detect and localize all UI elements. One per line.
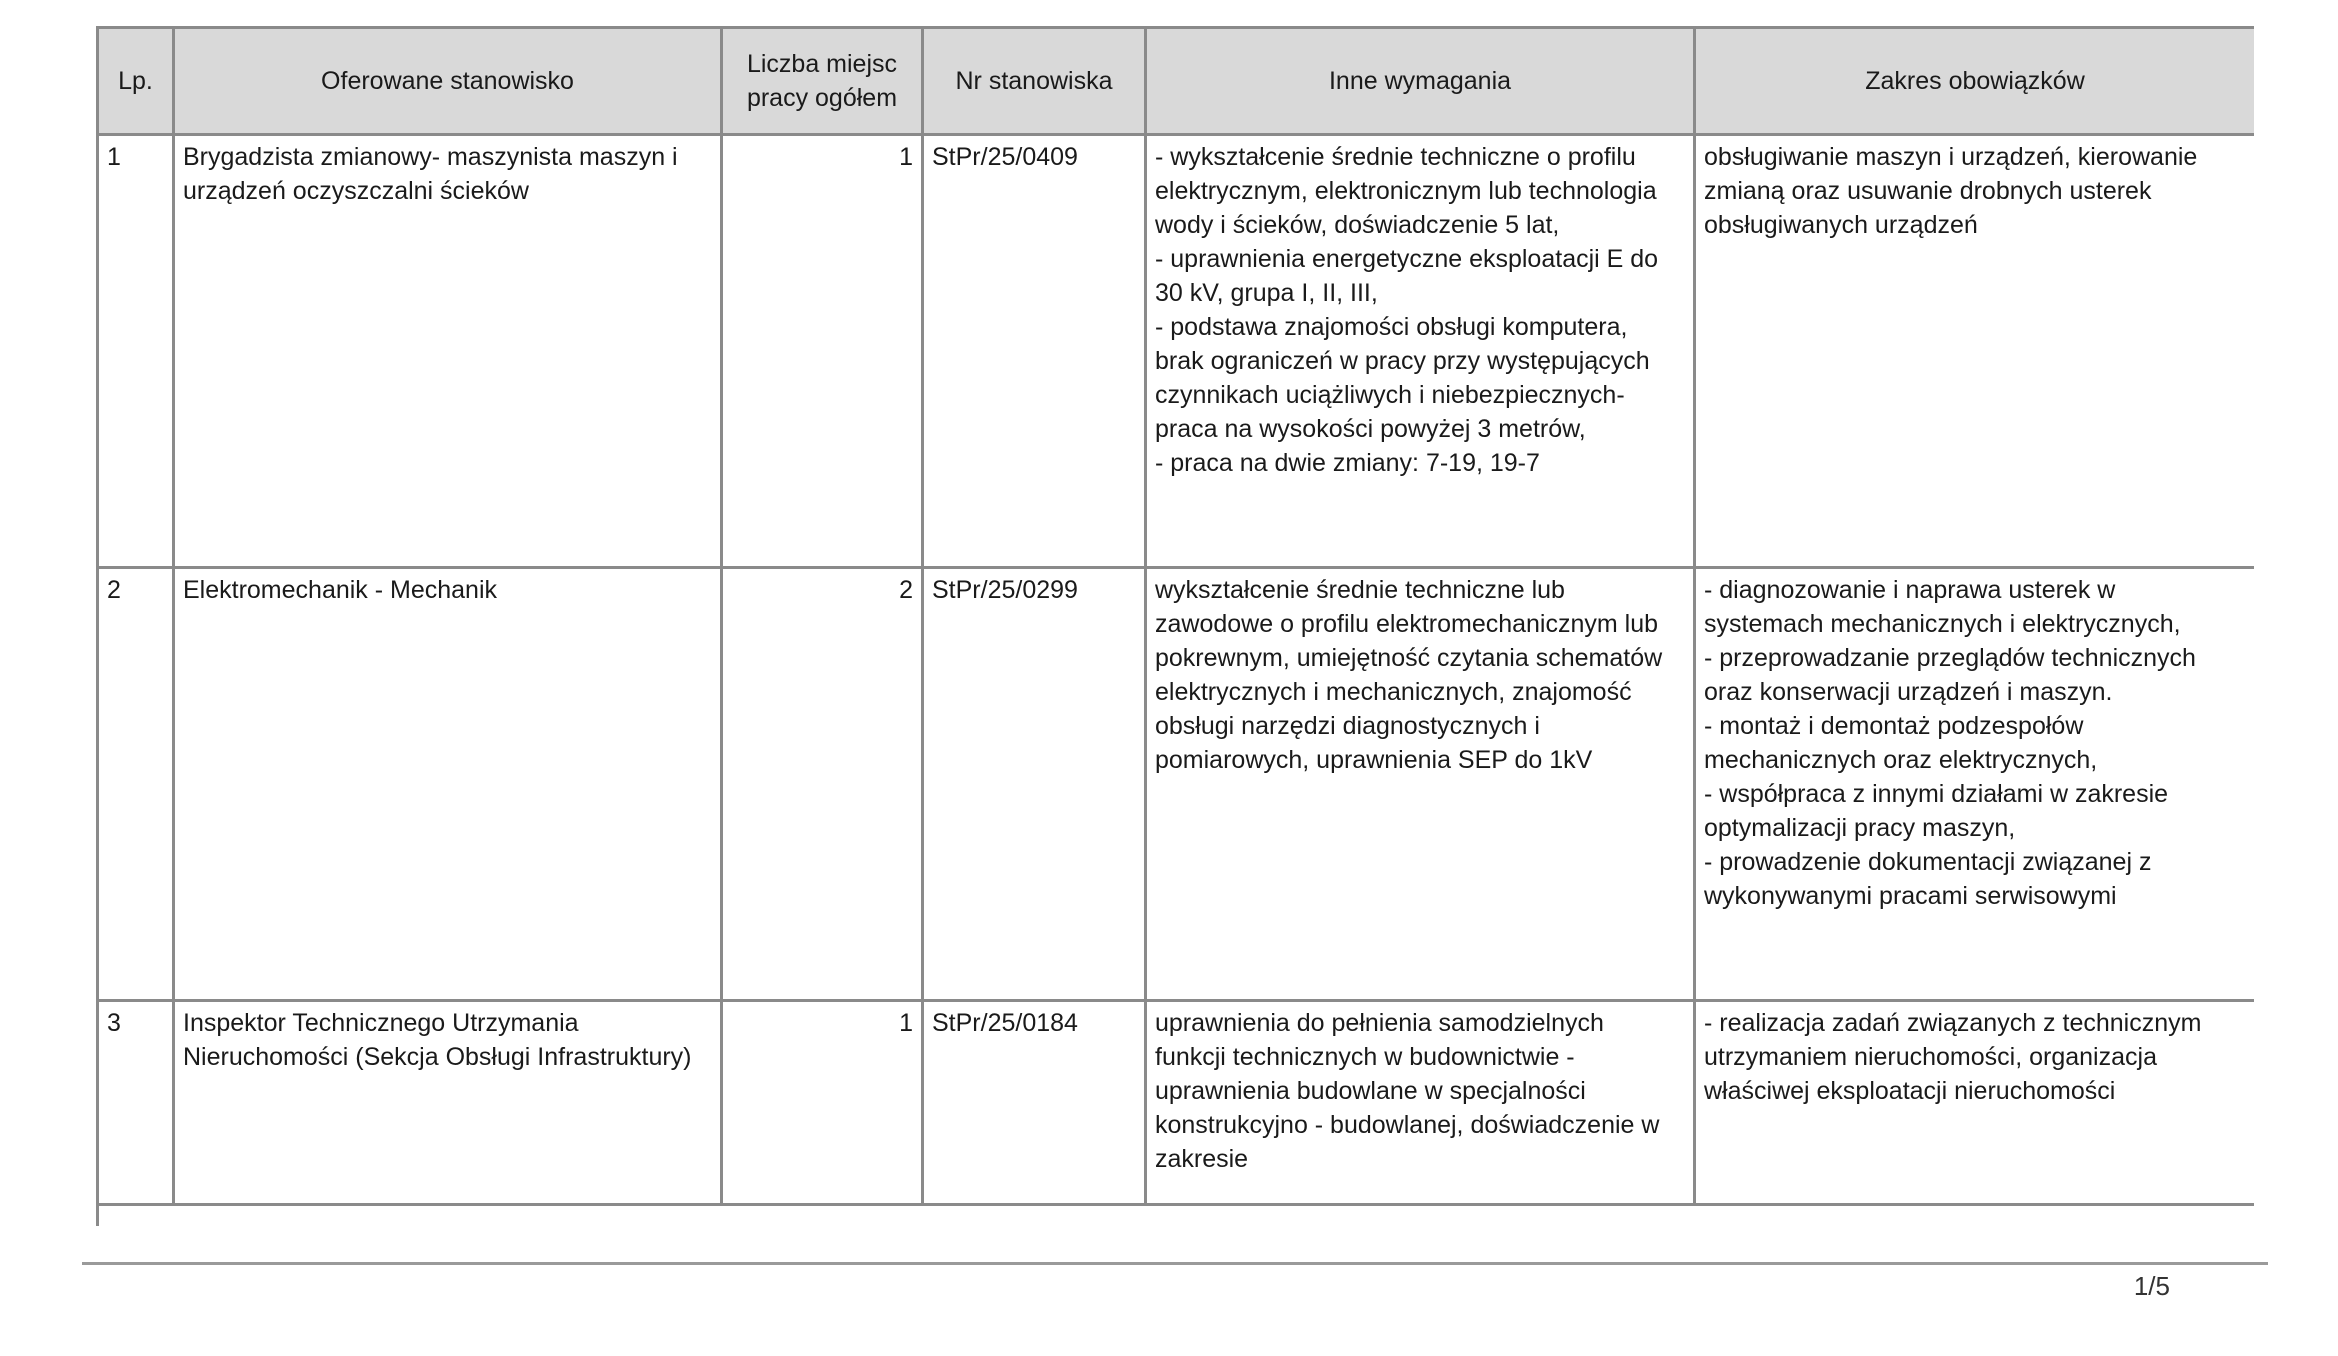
cell-count: 1 <box>722 1001 923 1205</box>
cell-lp: 3 <box>98 1001 174 1205</box>
cell-duties: obsługiwanie maszyn i urządzeń, kierowanie zmianą oraz usuwanie drobnych usterek obsługiwanych urządzeń <box>1695 135 2255 568</box>
continued-row-cell <box>98 1205 2255 1227</box>
cell-requirements: wykształcenie średnie techniczne lub zawodowe o profilu elektromechanicznym lub pokrewnym, umiejętność czytania schematów elektrycznych i mechanicznych, znajomość obsługi narzędzi diagnostycznych i pomiarowych, uprawnienia SEP do 1kV <box>1146 568 1695 1001</box>
header-number: Nr stanowiska <box>923 28 1146 135</box>
table-row-continued <box>98 1205 2255 1227</box>
cell-lp: 1 <box>98 135 174 568</box>
header-position: Oferowane stanowisko <box>174 28 722 135</box>
cell-count: 1 <box>722 135 923 568</box>
table-row <box>98 568 2255 1001</box>
job-offers-table-container <box>96 26 2254 1226</box>
cell-position: Inspektor Technicznego Utrzymania Nieruchomości (Sekcja Obsługi Infrastruktury) <box>174 1001 722 1205</box>
header-requirements: Inne wymagania <box>1146 28 1695 135</box>
header-lp: Lp. <box>98 28 174 135</box>
header-count: Liczba miejsc pracy ogółem <box>722 28 923 135</box>
footer-divider <box>82 1262 2268 1265</box>
cell-number: StPr/25/0299 <box>923 568 1146 1001</box>
cell-number: StPr/25/0409 <box>923 135 1146 568</box>
table-header-row <box>98 28 2255 135</box>
header-duties: Zakres obowiązków <box>1695 28 2255 135</box>
cell-position: Elektromechanik - Mechanik <box>174 568 722 1001</box>
table-row <box>98 1001 2255 1205</box>
cell-duties: - diagnozowanie i naprawa usterek w systemach mechanicznych i elektrycznych, - przeprowadzanie przeglądów technicznych oraz konserwacji urządzeń i maszyn. - montaż i demontaż podzespołów mechanicznych oraz elektrycznych, - współpraca z innymi działami w zakresie optymalizacji pracy maszyn, - prowadzenie dokumentacji związanej z wykonywanymi pracami serwisowymi <box>1695 568 2255 1001</box>
table-row <box>98 135 2255 568</box>
cell-requirements: - wykształcenie średnie techniczne o profilu elektrycznym, elektronicznym lub technologia wody i ścieków, doświadczenie 5 lat, - uprawnienia energetyczne eksploatacji E do 30 kV, grupa I, II, III, - podstawa znajomości obsługi komputera, brak ograniczeń w pracy przy występujących czynnikach uciążliwych i niebezpiecznych- praca na wysokości powyżej 3 metrów, - praca na dwie zmiany: 7-19, 19-7 <box>1146 135 1695 568</box>
job-offers-table <box>96 26 2254 1226</box>
page-number: 1/5 <box>2133 1271 2170 1301</box>
cell-requirements: uprawnienia do pełnienia samodzielnych funkcji technicznych w budownictwie - uprawnienia budowlane w specjalności konstrukcyjno - budowlanej, doświadczenie w zakresie <box>1146 1001 1695 1205</box>
cell-number: StPr/25/0184 <box>923 1001 1146 1205</box>
cell-duties: - realizacja zadań związanych z technicznym utrzymaniem nieruchomości, organizacja właściwej eksploatacji nieruchomości <box>1695 1001 2255 1205</box>
cell-count: 2 <box>722 568 923 1001</box>
cell-lp: 2 <box>98 568 174 1001</box>
cell-position: Brygadzista zmianowy- maszynista maszyn i urządzeń oczyszczalni ścieków <box>174 135 722 568</box>
